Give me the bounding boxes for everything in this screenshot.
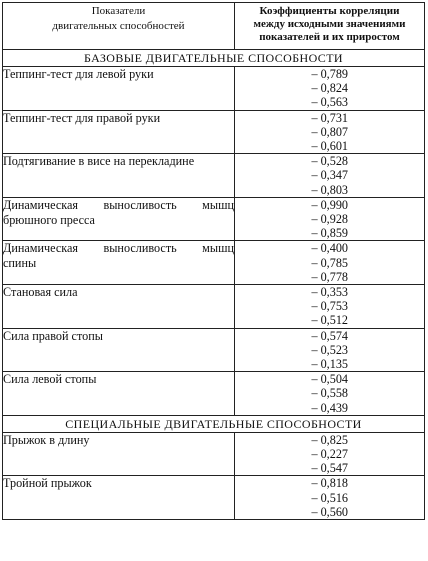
- indicator-name-line: Прыжок в длину: [3, 432, 90, 447]
- coefficient-values: [235, 372, 425, 416]
- coefficient-value: – 0,731: [311, 110, 348, 125]
- table-row: [3, 285, 425, 329]
- table-row: [3, 197, 425, 241]
- coefficient-values: [235, 241, 425, 285]
- coefficient-value: – 0,574: [311, 328, 348, 343]
- coefficient-values: [235, 328, 425, 372]
- table-row: [3, 328, 425, 372]
- indicator-name-line: Становая сила: [3, 285, 78, 300]
- coefficient-value: – 0,504: [311, 372, 348, 387]
- coefficient-value: – 0,859: [311, 226, 348, 241]
- coefficient-value: – 0,825: [311, 432, 348, 447]
- coefficient-values: [235, 67, 425, 111]
- correlation-table: [2, 2, 425, 520]
- indicator-name-line: Подтягивание в висе на перекладине: [3, 154, 195, 169]
- indicator-name: [3, 154, 235, 198]
- header-coefficients-line-1: Коэффициенты корреляции: [259, 5, 400, 17]
- coefficient-value: – 0,560: [311, 504, 348, 519]
- coefficient-value: – 0,135: [311, 357, 348, 372]
- coefficient-value: – 0,558: [311, 386, 348, 401]
- coefficient-values: [235, 285, 425, 329]
- section-title: СПЕЦИАЛЬНЫЕ ДВИГАТЕЛЬНЫЕ СПОСОБНОСТИ: [3, 415, 425, 432]
- coefficient-value: – 0,528: [311, 154, 348, 169]
- coefficient-values: [235, 432, 425, 476]
- coefficient-value: – 0,547: [311, 461, 348, 476]
- coefficient-value: – 0,347: [311, 168, 348, 183]
- table-body: [3, 50, 425, 520]
- coefficient-value: – 0,439: [311, 400, 348, 415]
- header-coefficients-line-2: между исходными значениями: [253, 18, 406, 30]
- coefficient-value: – 0,227: [311, 447, 348, 462]
- coefficient-value: – 0,512: [311, 313, 348, 328]
- indicator-name-line: спины: [3, 256, 37, 271]
- indicator-name-line: Динамическая выносливость мышц: [3, 197, 234, 212]
- table-row: [3, 241, 425, 285]
- section-row: [3, 50, 425, 67]
- indicator-name-line: Сила правой стопы: [3, 328, 103, 343]
- indicator-name-line: Динамическая выносливость мышц: [3, 241, 234, 256]
- indicator-name: [3, 372, 235, 416]
- table-row: [3, 154, 425, 198]
- coefficient-value: – 0,753: [311, 299, 348, 314]
- indicator-name: [3, 197, 235, 241]
- coefficient-value: – 0,789: [311, 67, 348, 81]
- header-indicators-line-1: Показатели: [91, 5, 146, 17]
- coefficient-value: – 0,523: [311, 342, 348, 357]
- coefficient-value: – 0,516: [311, 490, 348, 505]
- header-coefficients: [235, 3, 425, 50]
- header-coefficients-line-3: показателей и их приростом: [259, 31, 400, 43]
- coefficient-value: – 0,824: [311, 81, 348, 96]
- coefficient-value: – 0,807: [311, 124, 348, 139]
- table-row: [3, 432, 425, 476]
- table-header-row: [3, 3, 425, 50]
- coefficient-value: – 0,928: [311, 212, 348, 227]
- indicator-name-line: Теппинг-тест для левой руки: [3, 67, 154, 81]
- coefficient-values: [235, 197, 425, 241]
- indicator-name: [3, 328, 235, 372]
- table-row: [3, 372, 425, 416]
- indicator-name: [3, 476, 235, 520]
- indicator-name-line: брюшного пресса: [3, 212, 95, 227]
- indicator-name-line: Сила левой стопы: [3, 372, 97, 387]
- indicator-name: [3, 285, 235, 329]
- coefficient-values: [235, 476, 425, 520]
- indicator-name-line: Теппинг-тест для правой руки: [3, 110, 161, 125]
- coefficient-value: – 0,818: [311, 476, 348, 491]
- coefficient-value: – 0,990: [311, 197, 348, 212]
- coefficient-value: – 0,803: [311, 182, 348, 197]
- coefficient-values: [235, 154, 425, 198]
- indicator-name: [3, 241, 235, 285]
- coefficient-value: – 0,601: [311, 139, 348, 154]
- table-row: [3, 110, 425, 154]
- section-title: БАЗОВЫЕ ДВИГАТЕЛЬНЫЕ СПОСОБНОСТИ: [3, 50, 425, 67]
- coefficient-value: – 0,778: [311, 269, 348, 284]
- indicator-name: [3, 432, 235, 476]
- coefficient-value: – 0,353: [311, 285, 348, 300]
- table-row: [3, 67, 425, 111]
- table-row: [3, 476, 425, 520]
- header-indicators: [3, 3, 235, 50]
- coefficient-value: – 0,400: [311, 241, 348, 256]
- coefficient-value: – 0,563: [311, 95, 348, 110]
- indicator-name-line: Тройной прыжок: [3, 476, 92, 491]
- indicator-name: [3, 110, 235, 154]
- indicator-name: [3, 67, 235, 111]
- section-row: [3, 415, 425, 432]
- coefficient-value: – 0,785: [311, 255, 348, 270]
- header-indicators-line-2: двигательных способностей: [52, 20, 185, 32]
- coefficient-values: [235, 110, 425, 154]
